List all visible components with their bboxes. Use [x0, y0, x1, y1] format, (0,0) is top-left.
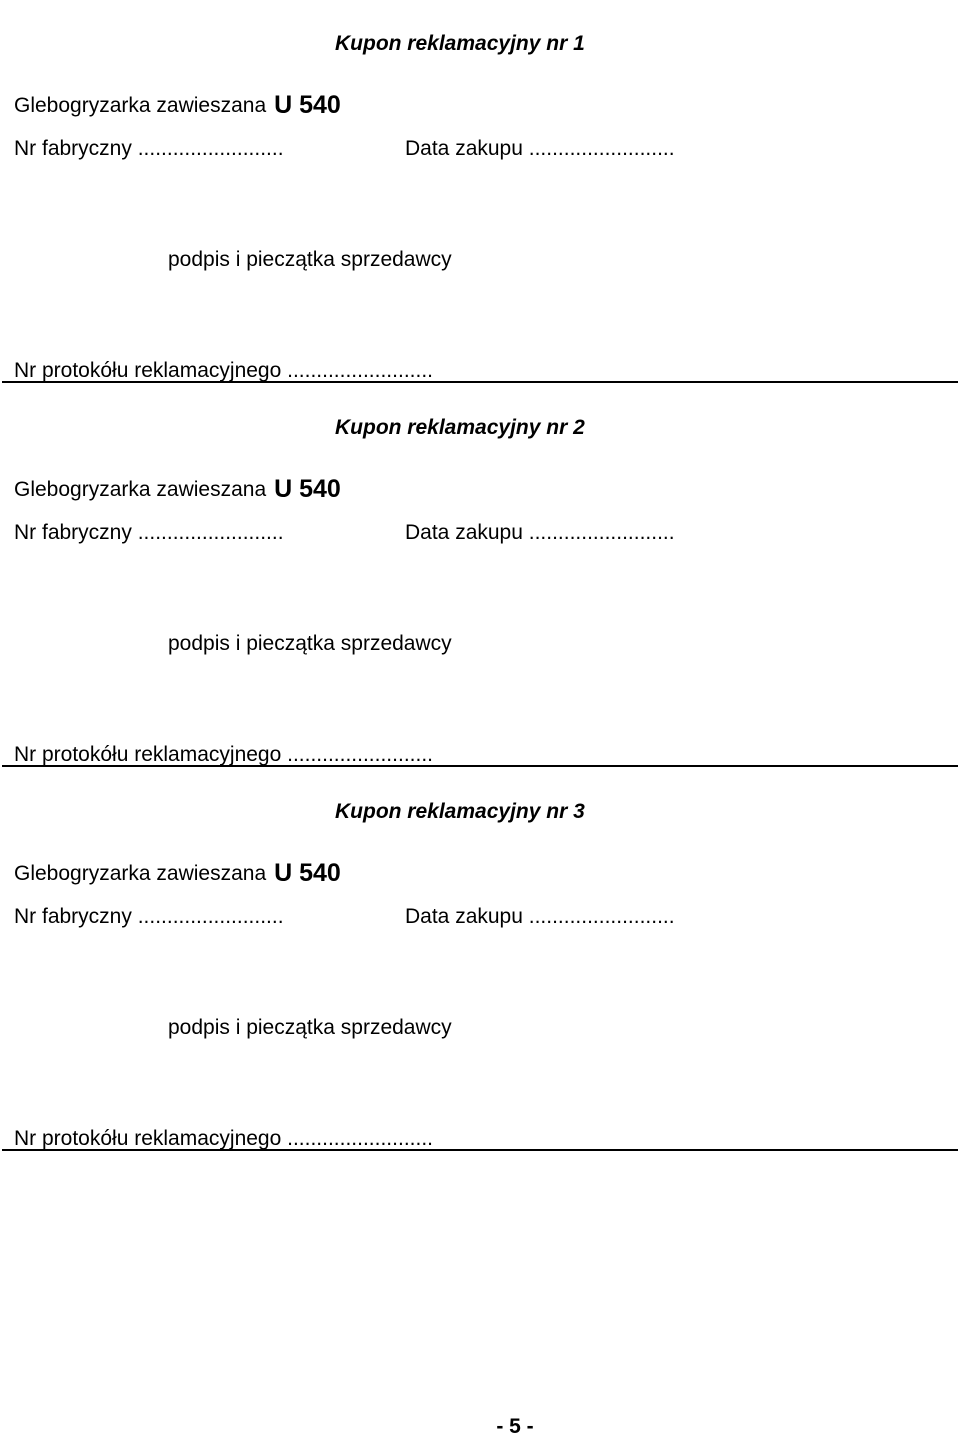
- machine-model: U 540: [274, 91, 341, 119]
- coupon-title: Kupon reklamacyjny nr 3: [335, 800, 585, 823]
- page-number: - 5 -: [496, 1415, 534, 1438]
- coupon-title: Kupon reklamacyjny nr 2: [335, 416, 585, 439]
- coupon-2: [0, 384, 960, 768]
- seller-signature-label: podpis i pieczątka sprzedawcy: [168, 1016, 452, 1039]
- coupon-divider: [2, 1149, 958, 1151]
- complaint-protocol-field: Nr protokółu reklamacyjnego .........................: [14, 743, 433, 766]
- machine-label: Glebogryzarka zawieszana: [14, 478, 267, 501]
- purchase-date-field: Data zakupu .........................: [405, 521, 675, 544]
- coupon-3: [0, 768, 960, 1152]
- machine-name: [14, 92, 341, 117]
- complaint-protocol-field: Nr protokółu reklamacyjnego .........................: [14, 1127, 433, 1150]
- machine-name: [14, 860, 341, 885]
- seller-signature-label: podpis i pieczątka sprzedawcy: [168, 632, 452, 655]
- purchase-date-field: Data zakupu .........................: [405, 137, 675, 160]
- coupon-title: Kupon reklamacyjny nr 1: [335, 32, 585, 55]
- machine-name: [14, 476, 341, 501]
- machine-label: Glebogryzarka zawieszana: [14, 94, 267, 117]
- serial-number-field: Nr fabryczny .........................: [14, 905, 284, 928]
- serial-number-field: Nr fabryczny .........................: [14, 521, 284, 544]
- machine-label: Glebogryzarka zawieszana: [14, 862, 267, 885]
- machine-model: U 540: [274, 475, 341, 503]
- complaint-protocol-field: Nr protokółu reklamacyjnego .........................: [14, 359, 433, 382]
- seller-signature-label: podpis i pieczątka sprzedawcy: [168, 248, 452, 271]
- machine-model: U 540: [274, 859, 341, 887]
- coupon-divider: [2, 381, 958, 383]
- coupon-1: [0, 0, 960, 384]
- serial-number-field: Nr fabryczny .........................: [14, 137, 284, 160]
- purchase-date-field: Data zakupu .........................: [405, 905, 675, 928]
- coupon-divider: [2, 765, 958, 767]
